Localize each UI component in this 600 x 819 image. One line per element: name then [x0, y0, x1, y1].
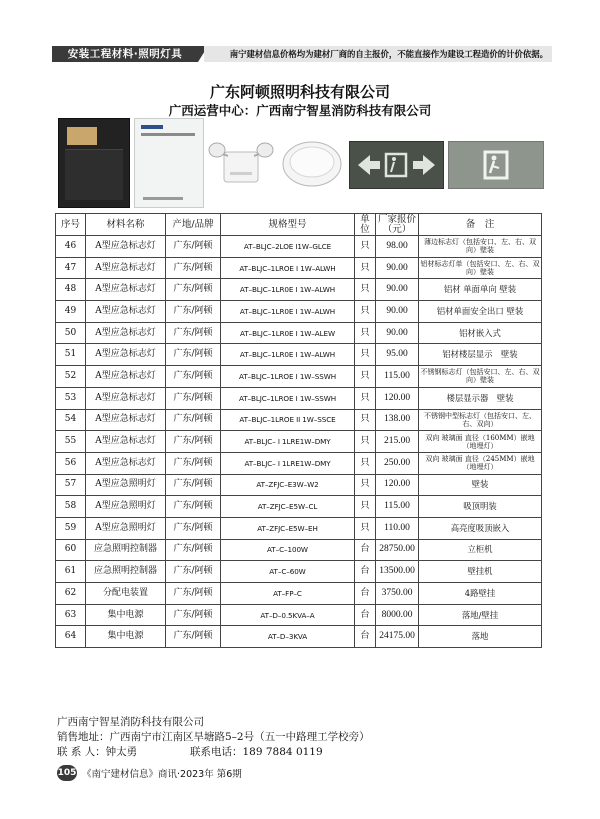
col-header-model: 规格型号 [221, 214, 355, 236]
table-row [56, 387, 542, 409]
table-row [56, 604, 542, 626]
cell-name: A型应急照明灯 [86, 496, 166, 518]
cell-name: A型应急标志灯 [86, 366, 166, 388]
table-row [56, 496, 542, 518]
controller-cabinet-image [58, 118, 130, 208]
cell-origin: 广东/阿顿 [166, 409, 221, 431]
cell-name: 分配电装置 [86, 583, 166, 605]
cell-origin: 广东/阿顿 [166, 301, 221, 323]
cell-price: 95.00 [376, 344, 419, 366]
cell-unit: 只 [355, 301, 376, 323]
operator-subtitle: 广西运营中心：广西南宁智星消防科技有限公司 [168, 103, 432, 118]
cell-no: 58 [56, 496, 86, 518]
cell-model: AT–ZFJC–E3W–W2 [221, 474, 355, 496]
cell-model: AT–ZFJC–E5W–EH [221, 517, 355, 539]
cell-price: 90.00 [376, 322, 419, 344]
cell-no: 60 [56, 539, 86, 561]
cell-no: 56 [56, 452, 86, 474]
cell-model: AT–BLJC–1LR0E I 1W–ALWH [221, 344, 355, 366]
cell-price: 215.00 [376, 431, 419, 453]
cell-model: AT–BLJC–1LR0E I 1W–ALWH [221, 301, 355, 323]
cell-name: A型应急标志灯 [86, 236, 166, 258]
price-table [55, 213, 542, 648]
cell-no: 63 [56, 604, 86, 626]
cell-price: 138.00 [376, 409, 419, 431]
cell-name: A型应急照明灯 [86, 517, 166, 539]
cell-model: AT–BLJC–1LR0E I 1W–ALEW [221, 322, 355, 344]
col-header-no: 序号 [56, 214, 86, 236]
footer-contact-line [57, 744, 323, 759]
table-row [56, 561, 542, 583]
page-number: 105 [57, 765, 77, 781]
cell-note: 落地 [419, 626, 542, 648]
cell-model: AT–BLJC–1LROE I 1W–ALWH [221, 257, 355, 279]
cell-model: AT–ZFJC–E5W–CL [221, 496, 355, 518]
cell-model: AT–BLJC– I 1LRE1W–DMY [221, 452, 355, 474]
exit-sign-image [448, 141, 544, 189]
cell-name: A型应急标志灯 [86, 387, 166, 409]
cell-model: AT–BLJC– I 1LRE1W–DMY [221, 431, 355, 453]
cell-name: A型应急标志灯 [86, 301, 166, 323]
cell-unit: 只 [355, 431, 376, 453]
cell-no: 52 [56, 366, 86, 388]
wall-controller-image [134, 118, 204, 208]
cell-no: 64 [56, 626, 86, 648]
cell-model: AT–D–3KVA [221, 626, 355, 648]
table-header-row [56, 214, 542, 236]
cell-origin: 广东/阿顿 [166, 366, 221, 388]
cell-note: 薄边标志灯（包括安口、左、右、双向）壁装 [419, 236, 542, 258]
cell-no: 50 [56, 322, 86, 344]
cell-note: 4路壁挂 [419, 583, 542, 605]
cell-model: AT–C–100W [221, 539, 355, 561]
section-tag: 安装工程材料·照明灯具 [52, 46, 198, 62]
table-row [56, 583, 542, 605]
cell-origin: 广东/阿顿 [166, 583, 221, 605]
cell-name: 集中电源 [86, 604, 166, 626]
cell-price: 3750.00 [376, 583, 419, 605]
cell-origin: 广东/阿顿 [166, 387, 221, 409]
col-header-origin: 产地/品牌 [166, 214, 221, 236]
cell-note: 壁挂机 [419, 561, 542, 583]
company-title: 广东阿顿照明科技有限公司 [209, 83, 390, 101]
cell-name: 集中电源 [86, 626, 166, 648]
cell-price: 250.00 [376, 452, 419, 474]
cell-name: A型应急标志灯 [86, 279, 166, 301]
table-row [56, 301, 542, 323]
cell-note: 落地/壁挂 [419, 604, 542, 626]
cell-no: 55 [56, 431, 86, 453]
table-row [56, 452, 542, 474]
header-bar [52, 46, 552, 62]
cell-origin: 广东/阿顿 [166, 257, 221, 279]
cell-model: AT–BLJC–1LROE I 1W–SSWH [221, 387, 355, 409]
cell-unit: 只 [355, 496, 376, 518]
cell-origin: 广东/阿顿 [166, 539, 221, 561]
publication-line: 《南宁建材信息》商讯·2023年 第6期 [82, 769, 242, 780]
table-row [56, 366, 542, 388]
cell-origin: 广东/阿顿 [166, 344, 221, 366]
cell-price: 120.00 [376, 387, 419, 409]
table-row [56, 409, 542, 431]
footer-address: 销售地址：广西南宁市江南区旱塘路5–2号（五一中路理工学校旁） [57, 731, 370, 743]
cell-model: AT–BLJC–2LOE I1W–GLCE [221, 236, 355, 258]
cell-name: A型应急标志灯 [86, 409, 166, 431]
table-row [56, 517, 542, 539]
cell-origin: 广东/阿顿 [166, 474, 221, 496]
cell-note: 壁装 [419, 474, 542, 496]
cell-no: 57 [56, 474, 86, 496]
cell-no: 53 [56, 387, 86, 409]
cell-no: 54 [56, 409, 86, 431]
table-row [56, 279, 542, 301]
footer-phone: 联系电话：189 7884 0119 [190, 746, 323, 758]
cell-origin: 广东/阿顿 [166, 452, 221, 474]
cell-model: AT–D–0.5KVA–A [221, 604, 355, 626]
cell-price: 8000.00 [376, 604, 419, 626]
table-row [56, 344, 542, 366]
cell-note: 铝材单面安全出口 壁装 [419, 301, 542, 323]
cell-name: A型应急标志灯 [86, 452, 166, 474]
table-row [56, 322, 542, 344]
cell-origin: 广东/阿顿 [166, 626, 221, 648]
cell-name: A型应急标志灯 [86, 344, 166, 366]
cell-origin: 广东/阿顿 [166, 236, 221, 258]
cell-unit: 只 [355, 236, 376, 258]
cell-price: 98.00 [376, 236, 419, 258]
cell-no: 47 [56, 257, 86, 279]
cell-unit: 台 [355, 583, 376, 605]
cell-note: 双向 玻璃面 直径（245MM）嵌地（地埋灯） [419, 452, 542, 474]
price-disclaimer: 南宁建材信息价格均为建材厂商的自主报价，不能直接作为建设工程造价的计价依据。 [204, 46, 552, 62]
cell-note: 高亮度吸顶嵌入 [419, 517, 542, 539]
cell-unit: 台 [355, 626, 376, 648]
cell-note: 不锈钢中型标志灯（包括安口、左、右、双向） [419, 409, 542, 431]
footer-company: 广西南宁智星消防科技有限公司 [57, 716, 204, 728]
cell-price: 110.00 [376, 517, 419, 539]
cell-note: 铝材嵌入式 [419, 322, 542, 344]
cell-origin: 广东/阿顿 [166, 496, 221, 518]
cell-unit: 只 [355, 322, 376, 344]
cell-unit: 只 [355, 344, 376, 366]
cell-model: AT–FP–C [221, 583, 355, 605]
cell-unit: 台 [355, 561, 376, 583]
cell-price: 28750.00 [376, 539, 419, 561]
twin-head-emergency-light-image [208, 136, 274, 190]
cell-price: 120.00 [376, 474, 419, 496]
cell-unit: 只 [355, 279, 376, 301]
footer-contact: 联 系 人：钟太勇 [57, 746, 138, 758]
cell-unit: 只 [355, 387, 376, 409]
cell-note: 楼层显示器 壁装 [419, 387, 542, 409]
cell-model: AT–BLJC–1LROE I 1W–SSWH [221, 366, 355, 388]
cell-origin: 广东/阿顿 [166, 322, 221, 344]
cell-name: A型应急照明灯 [86, 474, 166, 496]
cell-model: AT–BLJC–1LR0E I 1W–ALWH [221, 279, 355, 301]
cell-price: 13500.00 [376, 561, 419, 583]
cell-no: 51 [56, 344, 86, 366]
cell-name: A型应急标志灯 [86, 322, 166, 344]
cell-price: 115.00 [376, 366, 419, 388]
cell-price: 24175.00 [376, 626, 419, 648]
cell-origin: 广东/阿顿 [166, 604, 221, 626]
cell-unit: 只 [355, 517, 376, 539]
cell-unit: 台 [355, 539, 376, 561]
cell-unit: 只 [355, 474, 376, 496]
col-header-name: 材料名称 [86, 214, 166, 236]
cell-no: 48 [56, 279, 86, 301]
cell-note: 吸顶明装 [419, 496, 542, 518]
cell-note: 立柜机 [419, 539, 542, 561]
cell-model: AT–BLJC–1LROE II 1W–SSCE [221, 409, 355, 431]
col-header-unit: 单位 [355, 214, 376, 236]
cell-price: 90.00 [376, 279, 419, 301]
table-row [56, 257, 542, 279]
cell-price: 115.00 [376, 496, 419, 518]
cell-unit: 只 [355, 257, 376, 279]
cell-unit: 只 [355, 452, 376, 474]
cell-unit: 只 [355, 409, 376, 431]
cell-unit: 台 [355, 604, 376, 626]
cell-origin: 广东/阿顿 [166, 517, 221, 539]
cell-origin: 广东/阿顿 [166, 279, 221, 301]
cell-model: AT–C–60W [221, 561, 355, 583]
col-header-note: 备 注 [419, 214, 542, 236]
cell-note: 不锈钢标志灯（包括安口、左、右、双向）壁装 [419, 366, 542, 388]
cell-note: 双向 玻璃面 直径（160MM）嵌地（地埋灯） [419, 431, 542, 453]
cell-no: 59 [56, 517, 86, 539]
cell-origin: 广东/阿顿 [166, 431, 221, 453]
exit-sign-arrows-image [349, 141, 444, 189]
table-row [56, 431, 542, 453]
cell-no: 62 [56, 583, 86, 605]
col-header-price: 厂家报价（元） [376, 214, 419, 236]
cell-no: 49 [56, 301, 86, 323]
ceiling-light-image [281, 137, 343, 189]
table-row [56, 626, 542, 648]
cell-name: 应急照明控制器 [86, 561, 166, 583]
cell-note: 铝材 单面单向 壁装 [419, 279, 542, 301]
cell-name: A型应急标志灯 [86, 431, 166, 453]
cell-price: 90.00 [376, 301, 419, 323]
cell-unit: 只 [355, 366, 376, 388]
cell-name: 应急照明控制器 [86, 539, 166, 561]
table-row [56, 539, 542, 561]
cell-name: A型应急标志灯 [86, 257, 166, 279]
cell-no: 61 [56, 561, 86, 583]
cell-price: 90.00 [376, 257, 419, 279]
table-row [56, 474, 542, 496]
cell-note: 铝材标志灯单（包括安口、左、右、双向）壁装 [419, 257, 542, 279]
cell-no: 46 [56, 236, 86, 258]
cell-origin: 广东/阿顿 [166, 561, 221, 583]
table-row [56, 236, 542, 258]
cell-note: 铝材楼层显示 壁装 [419, 344, 542, 366]
